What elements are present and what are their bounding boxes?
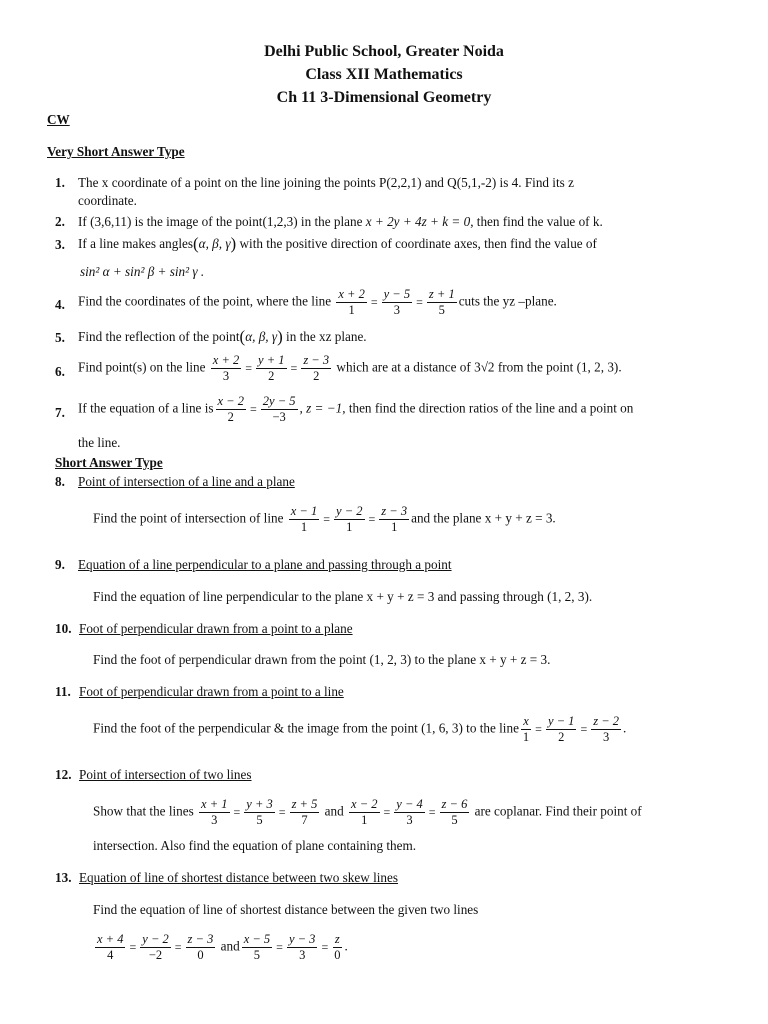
q9-number: 9.: [55, 557, 65, 572]
q8-title: Point of intersection of a line and a plane: [78, 474, 295, 489]
q6-frac-y: $\frac{y + 1}{2}$: [258, 353, 285, 383]
q7-frac-y: $\frac{2y - 5}{-3}$: [262, 394, 296, 424]
q2-number: 2.: [55, 214, 65, 229]
section-cw: CW: [47, 112, 70, 127]
q1-text-2: coordinate.: [78, 193, 137, 208]
q9-title: Equation of a line perpendicular to a plane and passing through a point: [78, 557, 452, 572]
q11-number: 11.: [55, 684, 71, 699]
q7-text-2: the line.: [78, 435, 121, 450]
q12-frac-x2: $\frac{x - 2}{1}$: [351, 797, 378, 827]
q10-title: Foot of perpendicular drawn from a point to a plane: [79, 621, 353, 636]
q6-text: Find point(s) on the line $\frac{x + 2}{3}$ = $\frac{y + 1}{2}$ = $\frac{z - 3}{2}$ which are at a distance of 3√2 from the point (1, 2, 3).: [78, 353, 622, 383]
q5-number: 5.: [55, 330, 65, 345]
q3-text: If a line makes angles(α, β, γ) with the positive direction of coordinate axes, then find the value of: [78, 234, 597, 253]
q7-text: If the equation of a line is $\frac{x - 2}{2}$ = $\frac{2y - 5}{-3}$ , z = −1, then find the direction ratios of the line and a point on: [78, 394, 634, 424]
q12-frac-x1: $\frac{x + 1}{3}$: [201, 797, 228, 827]
q8-frac-z: $\frac{z - 3}{1}$: [381, 504, 408, 534]
q13-title: Equation of line of shortest distance between two skew lines: [79, 870, 398, 885]
q8-number: 8.: [55, 474, 65, 489]
class-title: Class XII Mathematics: [305, 66, 463, 83]
q13-equations: $\frac{x + 4}{4}$ = $\frac{y - 2}{-2}$ = $\frac{z - 3}{0}$ and $\frac{x - 5}{5}$ = $\frac{y - 3}{3}$ = $\frac{z}{0}$ .: [97, 932, 348, 962]
q13-frac-x2: $\frac{x - 5}{5}$: [243, 932, 271, 962]
q12-frac-y1: $\frac{y + 3}{5}$: [246, 797, 273, 827]
chapter-title: Ch 11 3-Dimensional Geometry: [276, 89, 492, 106]
school-title: Delhi Public School, Greater Noida: [264, 43, 504, 60]
q12-text-2: intersection. Also find the equation of plane containing them.: [93, 838, 417, 853]
q8-frac-y: $\frac{y - 2}{1}$: [336, 504, 363, 534]
q13-frac-z1: $\frac{z - 3}{0}$: [187, 932, 214, 962]
q2-text: If (3,6,11) is the image of the point(1,2,3) in the plane x + 2y + 4z + k = 0, then find the value of k.: [78, 214, 603, 229]
q11-frac-x: $\frac{x}{1}$: [522, 714, 530, 744]
q10-number: 10.: [55, 621, 72, 636]
q4-frac-y: $\frac{y - 5}{3}$: [383, 287, 411, 317]
q12-text: Show that the lines $\frac{x + 1}{3}$ = $\frac{y + 3}{5}$ = $\frac{z + 5}{7}$ and $\frac{x - 2}{1}$ = $\frac{y - 4}{3}$ = $\frac{z - 6}{5}$ are coplanar. Find their point of: [93, 797, 642, 827]
q11-title: Foot of perpendicular drawn from a point to a line: [79, 684, 344, 699]
q13-text: Find the equation of line of shortest distance between the given two lines: [93, 902, 479, 917]
q6-number: 6.: [55, 364, 65, 379]
q12-number: 12.: [55, 767, 72, 782]
q12-title: Point of intersection of two lines: [79, 767, 252, 782]
q3-number: 3.: [55, 237, 65, 252]
q4-number: 4.: [55, 297, 65, 312]
q11-text: Find the foot of the perpendicular & the image from the point (1, 6, 3) to the line $\frac{x}{1}$ = $\frac{y - 1}{2}$ = $\frac{z - 2}{3}$ .: [93, 714, 627, 744]
q11-frac-y: $\frac{y - 1}{2}$: [547, 714, 575, 744]
q1-number: 1.: [55, 175, 65, 190]
q4-text: Find the coordinates of the point, where the line $\frac{x + 2}{1}$ = $\frac{y - 5}{3}$ = $\frac{z + 1}{5}$ cuts the yz –plane.: [78, 287, 557, 317]
q12-frac-z2: $\frac{z - 6}{5}$: [441, 797, 468, 827]
q13-frac-x1: $\frac{x + 4}{4}$: [97, 932, 124, 962]
q6-frac-z: $\frac{z - 3}{2}$: [303, 353, 330, 383]
q10-text: Find the foot of perpendicular drawn from the point (1, 2, 3) to the plane x + y + z = 3.: [93, 652, 551, 667]
q1-text: The x coordinate of a point on the line joining the points P(2,2,1) and Q(5,1,-2) is 4. Find its z: [78, 175, 574, 190]
q6-distance: 3√2: [474, 359, 495, 375]
q12-frac-y2: $\frac{y - 4}{3}$: [396, 797, 423, 827]
q13-number: 13.: [55, 870, 72, 885]
q13-frac-y1: $\frac{y - 2}{-2}$: [142, 932, 169, 962]
section-short: Short Answer Type: [55, 455, 163, 470]
q12-frac-z1: $\frac{z + 5}{7}$: [291, 797, 318, 827]
q7-number: 7.: [55, 405, 65, 420]
q8-text: Find the point of intersection of line $\frac{x - 1}{1}$ = $\frac{y - 2}{1}$ = $\frac{z - 3}{1}$ and the plane x + y + z = 3.: [93, 504, 556, 534]
section-very-short: Very Short Answer Type: [47, 144, 185, 159]
q6-frac-x: $\frac{x + 2}{3}$: [212, 353, 240, 383]
q13-frac-z2: $\frac{z}{0}$: [334, 932, 341, 962]
q11-frac-z: $\frac{z - 2}{3}$: [593, 714, 620, 744]
q5-text: Find the reflection of the point(α, β, γ) in the xz plane.: [78, 327, 367, 346]
q4-frac-x: $\frac{x + 2}{1}$: [338, 287, 365, 317]
q13-frac-y2: $\frac{y - 3}{3}$: [288, 932, 316, 962]
q7-frac-x: $\frac{x - 2}{2}$: [217, 394, 244, 424]
q8-frac-x: $\frac{x - 1}{1}$: [290, 504, 318, 534]
q4-frac-z: $\frac{z + 1}{5}$: [428, 287, 455, 317]
q9-text: Find the equation of line perpendicular to the plane x + y + z = 3 and passing through (1, 2, 3).: [93, 589, 593, 604]
q3-expression: sin² α + sin² β + sin² γ .: [80, 264, 205, 279]
